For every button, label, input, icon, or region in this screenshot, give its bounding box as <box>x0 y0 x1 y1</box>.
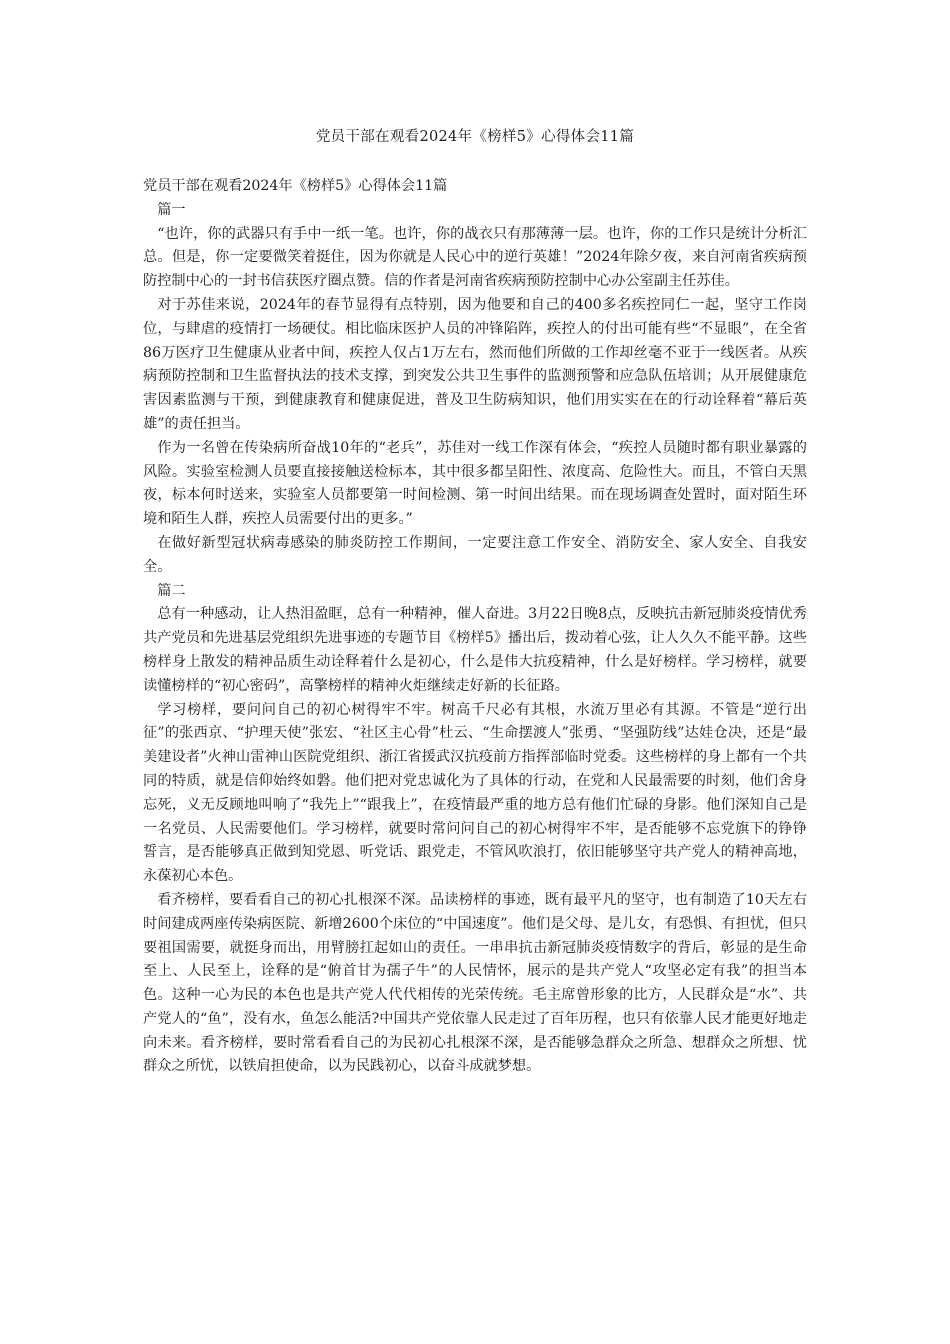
paragraph: 在做好新型冠状病毒感染的肺炎防控工作期间，一定要注意工作安全、消防安全、家人安全、自我安全。 <box>143 534 807 575</box>
section-heading-2: 篇二 <box>157 582 186 599</box>
document-title: 党员干部在观看2024年《榜样5》心得体会11篇 <box>143 178 448 194</box>
paragraph: 看齐榜样，要看看自己的初心扎根深不深。品读榜样的事迹，既有最平凡的坚守，也有制造了10天左右时间建成两座传染病医院、新增2600个床位的“中国速度”。他们是父母、是儿女，有恐惧、有担忧，但只要祖国需要，就挺身而出，用臂膀扛起如山的责任。一串串抗击新冠肺炎疫情数字的背后，彰显的是生命至上、人民至上，诠释的是“俯首甘为孺子牛”的人民情怀，展示的是共产党人“攻坚必定有我”的担当本色。这种一心为民的本色也是共产党人代代相传的光荣传统。毛主席曾形象的比方，人民群众是“水”、共产党人的“鱼”，没有水，鱼怎么能活?中国共产党依靠人民走过了百年历程，也只有依靠人民才能更好地走向未来。看齐榜样，要时常看看自己的为民初心扎根深不深，是否能够急群众之所急、想群众之所想、忧群众之所忧，以铁肩担使命，以为民践初心，以奋斗成就梦想。 <box>143 891 807 1075</box>
paragraph: 作为一名曾在传染病所奋战10年的“老兵”，苏佳对一线工作深有体会，“疾控人员随时都有职业暴露的风险。实验室检测人员要直接接触送检标本，其中很多都呈阳性、浓度高、危险性大。而且，不管白天黑夜，标本何时送来，实验室人员都要第一时间检测、第一时间出结果。而在现场调查处置时，面对陌生环境和陌生人群，疾控人员需要付出的更多。” <box>143 439 807 528</box>
document-body <box>143 175 807 1079</box>
page-header-title: 党员干部在观看2024年《榜样5》心得体会11篇 <box>315 129 635 145</box>
paragraph: 学习榜样，要问问自己的初心树得牢不牢。树高千尺必有其根，水流万里必有其源。不管是“逆行出征”的张西京、“护理天使”张宏、“社区主心骨”杜云、“生命摆渡人”张勇、“坚强防线”达娃仓决，还是“最美建设者”火神山雷神山医院党组织、浙江省援武汉抗疫前方指挥部临时党委。这些榜样的身上都有一个共同的特质，就是信仰始终如磐。他们把对党忠诚化为了具体的行动，在党和人民最需要的时刻，他们舍身忘死，义无反顾地叫响了“我先上”“跟我上”，在疫情最严重的地方总有他们忙碌的身影。他们深知自己是一名党员、人民需要他们。学习榜样，就要时常问问自己的初心树得牢不牢，是否能够不忘党旗下的铮铮誓言，是否能够真正做到知党恩、听党话、跟党走，不管风吹浪打，依旧能够坚守共产党人的精神高地，永葆初心本色。 <box>143 701 807 885</box>
paragraph: “也许，你的武器只有手中一纸一笔。也许，你的战衣只有那薄薄一层。也许，你的工作只是统计分析汇总。但是，你一定要微笑着挺住，因为你就是人民心中的逆行英雄！”2024年除夕夜，来自河南省疾病预防控制中心的一封书信获医疗圈点赞。信的作者是河南省疾病预防控制中心办公室副主任苏佳。 <box>143 225 807 290</box>
section-heading-1: 篇一 <box>157 201 186 218</box>
paragraph: 对于苏佳来说，2024年的春节显得有点特别，因为他要和自己的400多名疾控同仁一起，坚守工作岗位，与肆虐的疫情打一场硬仗。相比临床医护人员的冲锋陷阵，疾控人的付出可能有些“不显眼”，在全省86万医疗卫生健康从业者中间，疾控人仅占1万左右，然而他们所做的工作却丝毫不亚于一线医者。从疾病预防控制和卫生监督执法的技术支撑，到突发公共卫生事件的监测预警和应急队伍培训；从开展健康危害因素监测与干预，到健康教育和健康促进，普及卫生防病知识，他们用实实在在的行动诠释着“幕后英雄”的责任担当。 <box>143 296 807 432</box>
paragraph: 总有一种感动，让人热泪盈眶，总有一种精神，催人奋进。3月22日晚8点，反映抗击新冠肺炎疫情优秀共产党员和先进基层党组织先进事迹的专题节目《榜样5》播出后，拨动着心弦，让人久久不能平静。这些榜样身上散发的精神品质生动诠释着什么是初心，什么是伟大抗疫精神，什么是好榜样。学习榜样，就要读懂榜样的“初心密码”，高擎榜样的精神火炬继续走好新的长征路。 <box>143 606 807 694</box>
